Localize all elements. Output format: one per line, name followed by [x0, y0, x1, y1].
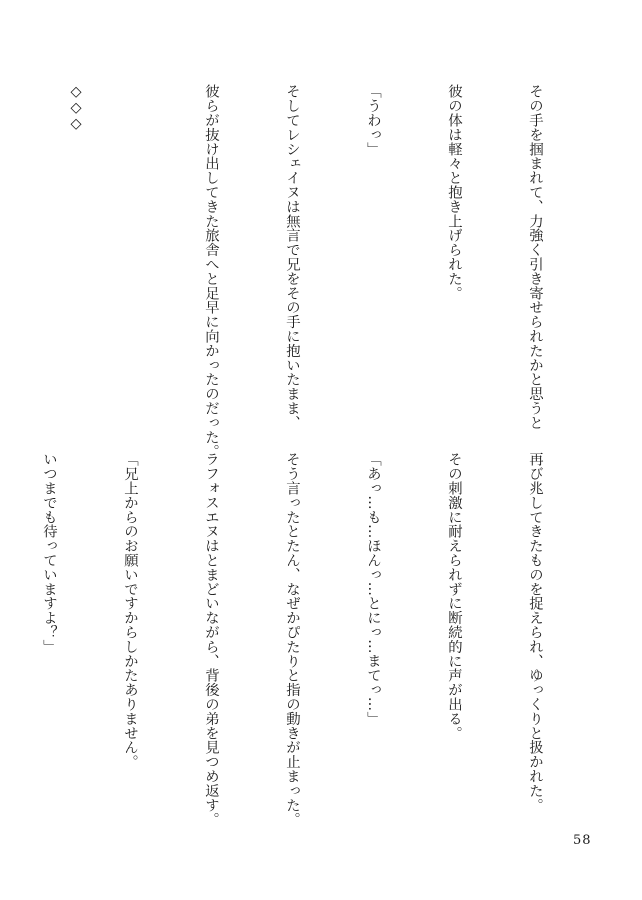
text-line: そしてレシェイヌは無言で兄をその手に抱いたまま、 — [284, 84, 300, 430]
text-line: 再び兆してきたものを捉えられ、ゆっくりと扱かれた。 — [527, 452, 543, 812]
upper-text-block — [70, 84, 602, 460]
text-line: 「あっ…も…ほんっ…とにっ…まてっ…」 — [365, 452, 381, 726]
text-line: その手を掴まれて、力強く引き寄せられたかと思うと — [527, 84, 543, 430]
text-line: 彼らが抜け出してきた旅舎へと足早に向かったのだった。 — [203, 84, 219, 459]
text-line: 「兄上からのお願いですからしかたありません。 — [122, 452, 138, 769]
lower-text-block — [41, 452, 602, 827]
page-number: 58 — [573, 833, 592, 848]
text-line: いつまでも待っていますよ？」 — [41, 452, 57, 654]
scene-break-symbol: ◇◇◇ — [68, 84, 84, 132]
text-line: 「うわっ」 — [365, 84, 381, 156]
text-line: その刺激に耐えられずに断続的に声が出る。 — [446, 452, 462, 740]
text-line: ラフォスエヌはとまどいながら、背後の弟を見つめ返す。 — [203, 452, 219, 827]
text-line: そう言ったとたん、なぜかぴたりと指の動きが止まった。 — [284, 452, 300, 827]
text-line: 彼の体は軽々と抱き上げられた。 — [446, 84, 462, 300]
